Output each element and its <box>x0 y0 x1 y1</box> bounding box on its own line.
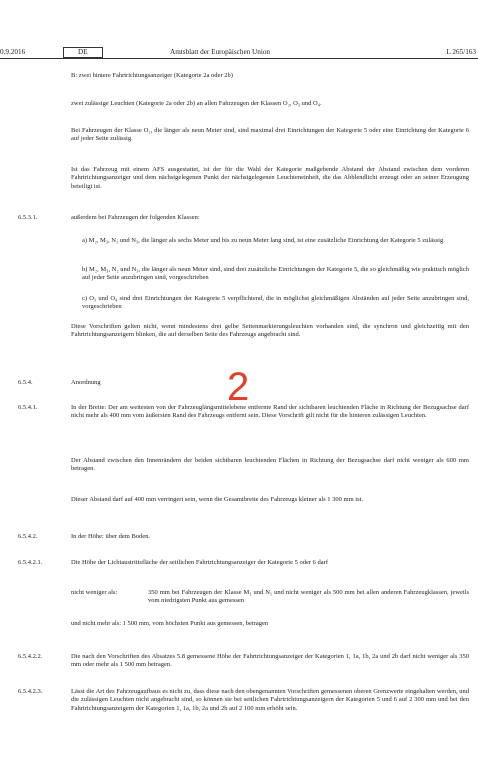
paragraph-diese: Diese Vorschriften gelten nicht, wenn mindestens drei gelbe Seitenmarkierungsleuchten vorhanden sind, die synchron und gleichzeitig mit den Fahrtrichtungsanzeigern blinken, die auf derselben Seite des Fahrzeugs angebracht sind. <box>71 323 469 339</box>
section-number: 6.5.3.1. <box>18 214 38 221</box>
section-heading-anordnung: Anordnung <box>71 379 101 386</box>
paragraph-65423: Lässt die Art des Fahrzeugaufbaus es nicht zu, dass diese nach den obengenannten Vorschriften gemessenen oberen Grenzwerte eingehalten werden, und die zulässigen Leuchten nicht angebracht sind, so können sie bei seitlichen Fahrtrichtungsanzeigern der Kategorien 5 und 6 auf 2 300 mm und bei den Fahrtrichtungsanzeigern der Kategorien 1, 1a, 1b, 2a und 2b auf 2 100 mm erhöht sein. <box>71 688 469 712</box>
list-item-a: a) M₂, M₃, N₂ und N₃, die länger als sechs Meter und bis zu neun Meter lang sind, ist eine zusätzliche Einrichtung der Kategorie 5 zulässig <box>82 237 444 244</box>
list-item-c: c) O₃ und O₄ sind drei Einrichtungen der Kategorie 5 verpflichtend, die in möglichst gleichmäßigen Abständen auf jeder Seite anzubringen sind, vorgeschrieben <box>82 295 469 311</box>
journal-title: Amtsblatt der Europäischen Union <box>170 48 271 56</box>
paragraph-nicht-mehr: und nicht mehr als: 1 500 mm, vom höchsten Punkt aus gemessen, betragen <box>71 620 269 627</box>
paragraph-b-heading: B: zwei hintere Fahrtrichtungsanzeiger (Kategorie 2a oder 2b) <box>71 72 233 79</box>
paragraph-65422: Die nach den Vorschriften des Absatzes 5.8 gemessene Höhe der Fahrtrichtungsanzeiger der Kategorien 1, 1a, 1b, 2a und 2b darf nicht weniger als 350 mm oder mehr als 1 500 mm betragen. <box>71 653 469 669</box>
label-nicht-weniger: nicht weniger als: <box>71 589 118 596</box>
paragraph-afs: Ist das Fahrzeug mit einem AFS ausgestattet, ist der für die Wahl der Kategorie maßgebende Abstand der Abstand zwischen dem vorderen Fahrtrichtungsanzeiger und dem nächstgelegenen Punkt der nächstgelegenen Leuchteneinheit, die das Abblendlicht erzeugt oder an seiner Erzeugung beteiligt ist. <box>71 166 469 190</box>
paragraph-6542: In der Höhe: über dem Boden. <box>71 533 151 540</box>
page-header <box>0 48 478 62</box>
section-number: 6.5.4.2.2. <box>18 653 43 660</box>
value-nicht-weniger: 350 mm bei Fahrzeugen der Klasse M₁ und N₁ und nicht weniger als 500 mm bei allen anderen Fahrzeugklassen, jeweils vom niedrigsten Punkt aus gemessen <box>148 589 469 605</box>
section-number: 6.5.4.2.1. <box>18 559 43 566</box>
paragraph-dieser: Dieser Abstand darf auf 400 mm verringert sein, wenn die Gesamtbreite des Fahrzeugs kleiner als 1 300 mm ist. <box>71 496 364 503</box>
section-number: 6.5.4.1. <box>18 404 38 411</box>
paragraph-abstand: Der Abstand zwischen den Innenrändern der beiden sichtbaren leuchtenden Flächen in Richtung der Bezugsachse darf nicht weniger als 600 mm betragen. <box>71 457 469 473</box>
header-date: 0.9.2016 <box>0 48 26 56</box>
header-divider <box>0 58 478 59</box>
paragraph-o2: Bei Fahrzeugen der Klasse O₂, die länger als neun Meter sind, sind maximal drei Einrichtungen der Kategorie 5 oder eine Einrichtung der Kategorie 6 auf jeder Seite zulässig. <box>71 127 469 143</box>
page-number-overlay: 2 <box>227 365 250 409</box>
paragraph-6541: In der Breite: Der am weitesten von der Fahrzeuglängsmittelebene entfernte Rand der sichtbaren leuchtenden Fläche in Richtung der Bezugsachse darf nicht mehr als 400 mm vom äußersten Rand des Fahrzeugs entfernt sein. Diese Vorschrift gilt nicht für die hinteren zulässigen Leuchten. <box>71 404 469 420</box>
language-badge: DE <box>63 47 103 58</box>
section-number: 6.5.4.2. <box>18 533 38 540</box>
paragraph-zwei: zwei zulässige Leuchten (Kategorie 2a oder 2b) an allen Fahrzeugen der Klassen O₂, O₃ und O₄. <box>71 100 322 107</box>
paragraph-65421: Die Höhe der Lichtaustrittsfläche der seitlichen Fahrtrichtungsanzeiger der Kategorie 5 oder 6 darf <box>71 559 329 566</box>
section-number: 6.5.4. <box>18 379 33 386</box>
list-item-b: b) M₂, M₃, N₂ und N₃, die länger als neun Meter sind, sind drei zusätzliche Einrichtungen der Kategorie 5, die so gleichmäßig wie praktisch möglich auf jeder Seite anzubringen sind, vorgeschrieben <box>82 266 469 282</box>
paragraph-6531: außerdem bei Fahrzeugen der folgenden Klassen: <box>71 214 200 221</box>
section-number: 6.5.4.2.3. <box>18 688 43 695</box>
page-reference: L 265/163 <box>446 48 476 56</box>
